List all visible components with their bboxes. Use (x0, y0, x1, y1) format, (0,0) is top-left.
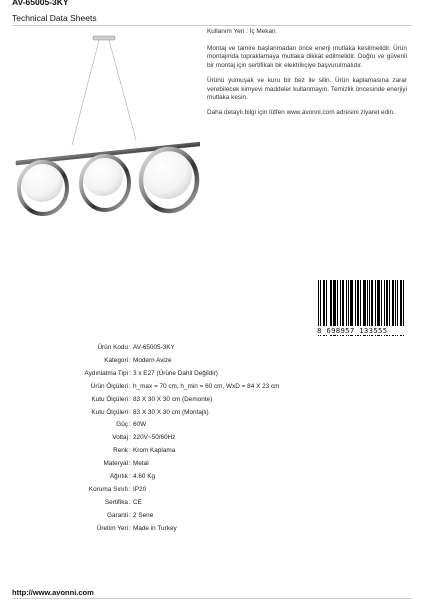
spec-row (0, 344, 424, 354)
installation-note: Montaj ve tamire başlanmadan önce enerji mutlaka kesilmelidir. Ürün montajında topraklamaya mutlaka dikkat edilmelidir. Doğru ve güvenli bir montaj için sertifikalı bir elektrikçiye başvurulmalıdır. (207, 44, 407, 70)
spec-row (0, 473, 424, 483)
spec-colon: : (129, 511, 131, 519)
spec-value: 2 Sene (133, 511, 154, 519)
spec-value: 220V~50/60Hz (133, 434, 176, 442)
website-note: Daha detaylı bilgi için lütfen www.avonni.com adresini ziyaret edin. (207, 108, 395, 116)
spec-colon: : (129, 344, 131, 351)
spec-colon: : (129, 356, 131, 364)
spec-row (0, 396, 424, 406)
spec-colon: : (129, 421, 131, 429)
spec-row (0, 499, 424, 509)
spec-label: Aydınlatma Tipi (84, 369, 128, 377)
spec-value: h_max = 70 cm, h_min = 60 cm, WxD = 84 X 23 cm (133, 382, 280, 390)
spec-label: Kategori (104, 356, 128, 364)
spec-value: 83 X 30 X 30 cm (Montajlı) (133, 408, 209, 416)
spec-label: Sertifika (104, 498, 128, 506)
spec-row (0, 460, 424, 470)
header-divider (12, 25, 412, 26)
spec-row (0, 409, 424, 419)
spec-row (0, 525, 424, 535)
spec-row (0, 421, 424, 431)
spec-colon: : (129, 447, 131, 455)
spec-value: Made in Turkey (133, 524, 177, 532)
spec-colon: : (129, 369, 131, 377)
spec-value: IP20 (133, 485, 147, 493)
footer-divider (12, 598, 412, 599)
spec-label: Üretim Yeri (96, 524, 128, 532)
spec-label: Ürün Ölçüleri (90, 382, 128, 390)
spec-label: Ağırlık (109, 473, 128, 480)
footer-url[interactable]: http://www.avonni.com (12, 588, 94, 597)
cleaning-note: Ürünü yumuşak ve kuru bir bez ile silin. Ürün kaplamasına zarar verebilecek kimyevi maddeler kullanmayın. Temizlik öncesinde enerjiyi mutlaka kesin. (207, 76, 407, 102)
spec-value: 83 X 30 X 30 cm (Demonte) (133, 395, 213, 403)
info-panel (207, 28, 407, 124)
spec-label: Garanti (107, 511, 128, 519)
product-photo (10, 28, 200, 228)
usage-location: Kullanım Yeri : İç Mekan (207, 28, 276, 35)
spec-value: 3 x E27 (Ürüne Dahil Değildir) (133, 369, 218, 377)
spec-value: Metal (133, 460, 149, 468)
spec-label: Kutu Ölçüleri (91, 408, 128, 416)
spec-colon: : (129, 460, 131, 468)
spec-value: 4.60 Kg (133, 473, 156, 480)
spec-label: Ürün Kodu (97, 344, 128, 351)
spec-row (0, 434, 424, 444)
spec-label: Voltaj (112, 434, 128, 442)
spec-value: CE (133, 498, 142, 506)
document-subtitle: Technical Data Sheets (12, 13, 97, 23)
spec-colon: : (129, 408, 131, 416)
spec-value: Modern Avize (133, 356, 172, 364)
spec-colon: : (129, 473, 131, 480)
spec-colon: : (129, 524, 131, 532)
spec-label: Kutu Ölçüleri (91, 395, 128, 403)
spec-row (0, 370, 424, 380)
spec-row (0, 357, 424, 367)
spec-label: Koruma Sınıfı (88, 485, 128, 493)
spec-colon: : (129, 434, 131, 442)
spec-row (0, 447, 424, 457)
spec-colon: : (129, 395, 131, 403)
spec-row (0, 512, 424, 522)
barcode-digits: 8 698957 133555 (317, 326, 405, 335)
spec-colon: : (129, 382, 131, 390)
spec-colon: : (129, 485, 131, 493)
spec-row (0, 486, 424, 496)
spec-value: Krom Kaplama (133, 447, 176, 455)
spec-value: 60W (133, 421, 147, 429)
spec-row (0, 383, 424, 393)
spec-label: Materyal (103, 460, 128, 468)
product-code-title: AV-65005-3KY (12, 0, 69, 7)
spec-label: Güç (116, 421, 128, 429)
spec-colon: : (129, 498, 131, 506)
spec-label: Renk (113, 447, 128, 455)
spec-value: AV-65005-3KY (133, 344, 175, 351)
